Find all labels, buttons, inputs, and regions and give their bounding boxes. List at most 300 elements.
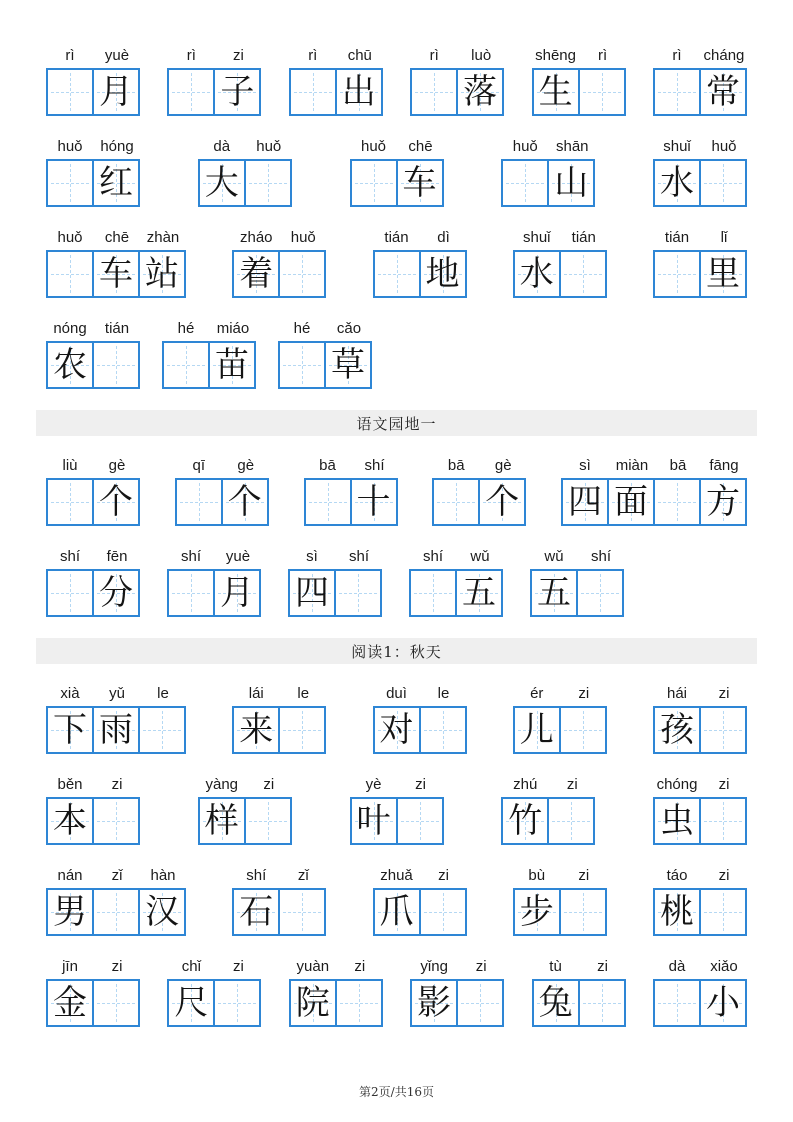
- word-group: [167, 547, 261, 617]
- cell-grid: [46, 68, 140, 116]
- cell-grid: [373, 706, 467, 754]
- character: 下: [53, 710, 87, 750]
- practice-cell: [46, 250, 94, 298]
- pinyin-row: [46, 547, 140, 567]
- practice-cell: [162, 341, 210, 389]
- practice-cell: [46, 68, 94, 116]
- character-cell: [350, 478, 398, 526]
- character: 分: [99, 573, 133, 613]
- practice-cell: [559, 250, 607, 298]
- pinyin-syllable: běn: [57, 776, 83, 793]
- pinyin-row: [167, 46, 261, 66]
- character-cell: [501, 797, 549, 845]
- practice-cell: [419, 888, 467, 936]
- pinyin-syllable: huǒ: [57, 229, 83, 246]
- pinyin-syllable: huǒ: [512, 138, 538, 155]
- character-cell: [92, 68, 140, 116]
- character: 个: [227, 482, 262, 522]
- cell-grid: [513, 250, 607, 298]
- pinyin-row: [532, 46, 626, 66]
- cell-grid: [513, 706, 607, 754]
- word-group: [513, 684, 607, 754]
- character-cell: [92, 250, 140, 298]
- character: 苗: [215, 345, 249, 385]
- pinyin-syllable: bā: [447, 457, 465, 474]
- practice-cell: [653, 979, 701, 1027]
- pinyin-syllable: zi: [354, 958, 366, 975]
- cell-grid: [350, 159, 444, 207]
- pinyin-syllable: liù: [62, 457, 78, 474]
- character: 四: [295, 573, 329, 613]
- practice-cell: [578, 68, 626, 116]
- practice-cell: [699, 797, 747, 845]
- pinyin-syllable: zi: [578, 685, 590, 702]
- pinyin-row: [373, 228, 467, 248]
- pinyin-syllable: fēn: [106, 548, 128, 565]
- word-group: [373, 228, 467, 298]
- character-cell: [221, 478, 269, 526]
- character-cell: [478, 478, 526, 526]
- word-group: [167, 46, 261, 116]
- character-cell: [289, 979, 337, 1027]
- word-row: [46, 547, 747, 617]
- pinyin-syllable: dì: [437, 229, 450, 246]
- word-group: [232, 866, 326, 936]
- practice-cell: [46, 159, 94, 207]
- word-row: [46, 46, 747, 116]
- pinyin-syllable: gè: [108, 457, 126, 474]
- cell-grid: [373, 888, 467, 936]
- cell-grid: [278, 341, 372, 389]
- character-cell: [232, 888, 280, 936]
- cell-grid: [46, 341, 140, 389]
- cell-grid: [46, 478, 140, 526]
- practice-cell: [373, 250, 421, 298]
- cell-grid: [162, 341, 256, 389]
- pinyin-row: [46, 456, 140, 476]
- pinyin-syllable: shí: [180, 548, 201, 565]
- character-cell: [410, 979, 458, 1027]
- pinyin-syllable: shuǐ: [663, 138, 691, 155]
- word-group: [410, 46, 504, 116]
- pinyin-syllable: rì: [308, 47, 318, 64]
- pinyin-row: [167, 547, 261, 567]
- character-cell: [419, 250, 467, 298]
- cell-grid: [532, 979, 626, 1027]
- character-cell: [653, 159, 701, 207]
- character-cell: [532, 68, 580, 116]
- cell-grid: [653, 706, 747, 754]
- pinyin-row: [513, 228, 607, 248]
- word-group: [653, 957, 747, 1027]
- pinyin-syllable: rì: [597, 47, 608, 64]
- pinyin-syllable: sì: [306, 548, 318, 565]
- character: 五: [537, 573, 571, 613]
- character-cell: [92, 706, 140, 754]
- cell-grid: [167, 979, 261, 1027]
- pinyin-row: [409, 547, 503, 567]
- pinyin-syllable: shí: [422, 548, 443, 565]
- cell-grid: [501, 797, 595, 845]
- pinyin-row: [432, 456, 526, 476]
- pinyin-syllable: táo: [666, 867, 688, 884]
- word-group: [46, 228, 186, 298]
- word-group: [289, 46, 383, 116]
- character: 子: [220, 72, 255, 112]
- word-group: [289, 957, 383, 1027]
- pinyin-row: [288, 547, 382, 567]
- pinyin-row: [410, 957, 504, 977]
- character: 出: [341, 72, 376, 112]
- character-cell: [138, 250, 186, 298]
- pinyin-syllable: ér: [530, 685, 544, 702]
- pinyin-syllable: tù: [549, 958, 562, 975]
- character: 院: [295, 983, 330, 1023]
- character: 草: [331, 345, 365, 385]
- practice-cell: [653, 68, 701, 116]
- pinyin-syllable: bā: [669, 457, 687, 474]
- character: 对: [379, 710, 414, 750]
- pinyin-syllable: chóng: [656, 776, 698, 793]
- cell-grid: [175, 478, 269, 526]
- character-cell: [288, 569, 336, 617]
- pinyin-syllable: tián: [664, 229, 690, 246]
- practice-cell: [167, 68, 215, 116]
- pinyin-syllable: le: [437, 685, 450, 702]
- pinyin-row: [198, 775, 292, 795]
- word-group: [432, 456, 526, 526]
- pinyin-syllable: zi: [415, 776, 426, 793]
- cell-grid: [350, 797, 444, 845]
- practice-cell: [213, 979, 261, 1027]
- character-cell: [46, 341, 94, 389]
- character: 面: [614, 482, 648, 522]
- character: 影: [417, 983, 452, 1023]
- practice-cell: [289, 68, 337, 116]
- practice-cell: [653, 478, 701, 526]
- character-cell: [455, 569, 503, 617]
- pinyin-row: [653, 137, 747, 157]
- character-cell: [46, 706, 94, 754]
- pinyin-syllable: zi: [232, 47, 244, 64]
- character-cell: [530, 569, 578, 617]
- pinyin-syllable: zhú: [513, 776, 538, 793]
- word-group: [653, 866, 747, 936]
- character: 叶: [356, 801, 391, 841]
- character: 孩: [660, 710, 694, 750]
- pinyin-row: [304, 456, 398, 476]
- character-cell: [513, 888, 561, 936]
- pinyin-syllable: zi: [111, 958, 123, 975]
- word-group: [232, 684, 326, 754]
- word-group: [175, 456, 269, 526]
- pinyin-row: [278, 319, 372, 339]
- character: 车: [99, 254, 133, 294]
- pinyin-syllable: zhàn: [146, 229, 180, 246]
- cell-grid: [198, 159, 292, 207]
- pinyin-syllable: hàn: [150, 867, 176, 884]
- cell-grid: [304, 478, 398, 526]
- word-group: [653, 46, 747, 116]
- pinyin-syllable: wǔ: [544, 548, 564, 565]
- practice-cell: [138, 706, 186, 754]
- pinyin-row: [46, 957, 140, 977]
- cell-grid: [46, 706, 186, 754]
- practice-cell: [419, 706, 467, 754]
- word-group: [409, 547, 503, 617]
- cell-grid: [46, 888, 186, 936]
- word-row: [46, 684, 747, 754]
- character: 地: [425, 254, 460, 294]
- word-group: [198, 137, 292, 207]
- pinyin-syllable: xiǎo: [710, 958, 738, 975]
- word-row: [46, 137, 747, 207]
- practice-cell: [699, 706, 747, 754]
- character-cell: [92, 159, 140, 207]
- pinyin-syllable: rì: [65, 47, 75, 64]
- word-group: [46, 456, 140, 526]
- pinyin-row: [162, 319, 256, 339]
- pinyin-syllable: zǐ: [297, 867, 309, 884]
- practice-cell: [335, 979, 383, 1027]
- character-cell: [699, 979, 747, 1027]
- pinyin-row: [46, 866, 186, 886]
- character-cell: [513, 706, 561, 754]
- word-group: [288, 547, 382, 617]
- character: 大: [204, 163, 239, 203]
- section-title: 阅读1：秋天: [351, 642, 442, 661]
- pinyin-syllable: qī: [192, 457, 205, 474]
- word-group: [46, 46, 140, 116]
- practice-cell: [92, 979, 140, 1027]
- pinyin-row: [410, 46, 504, 66]
- pinyin-syllable: rì: [186, 47, 196, 64]
- practice-cell: [547, 797, 595, 845]
- character: 竹: [508, 801, 543, 841]
- pinyin-row: [46, 775, 140, 795]
- character-cell: [138, 888, 186, 936]
- pinyin-row: [350, 775, 444, 795]
- practice-cell: [501, 159, 549, 207]
- word-group: [46, 547, 140, 617]
- pinyin-syllable: lǐ: [720, 229, 728, 246]
- word-group: [653, 684, 747, 754]
- cell-grid: [653, 68, 747, 116]
- word-group: [532, 46, 626, 116]
- pinyin-row: [373, 684, 467, 704]
- pinyin-syllable: yǐng: [420, 958, 448, 975]
- cell-grid: [232, 706, 326, 754]
- character-cell: [456, 68, 504, 116]
- pinyin-syllable: huǒ: [57, 138, 83, 155]
- pinyin-syllable: yǔ: [109, 685, 125, 702]
- pinyin-syllable: hé: [177, 320, 195, 337]
- word-group: [653, 775, 747, 845]
- practice-cell: [46, 478, 94, 526]
- cell-grid: [513, 888, 607, 936]
- practice-cell: [92, 888, 140, 936]
- section-header: [36, 638, 757, 664]
- practice-cell: [46, 569, 94, 617]
- practice-cell: [576, 569, 624, 617]
- word-group: [167, 957, 261, 1027]
- practice-cell: [278, 888, 326, 936]
- practice-cell: [699, 159, 747, 207]
- cell-grid: [232, 250, 326, 298]
- practice-cell: [334, 569, 382, 617]
- cell-grid: [410, 68, 504, 116]
- word-group: [513, 866, 607, 936]
- pinyin-syllable: shēng: [535, 47, 576, 64]
- practice-cell: [244, 797, 292, 845]
- pinyin-syllable: miàn: [615, 457, 649, 474]
- practice-cell: [167, 569, 215, 617]
- cell-grid: [232, 888, 326, 936]
- word-group: [373, 866, 467, 936]
- character-cell: [699, 250, 747, 298]
- section-title: 语文园地一: [356, 414, 437, 433]
- pinyin-syllable: chē: [408, 138, 433, 155]
- pinyin-syllable: gè: [237, 457, 255, 474]
- pinyin-syllable: zi: [111, 776, 123, 793]
- practice-cell: [175, 478, 223, 526]
- character-cell: [324, 341, 372, 389]
- pinyin-row: [653, 866, 747, 886]
- pinyin-syllable: shí: [590, 548, 611, 565]
- practice-cell: [409, 569, 457, 617]
- character: 五: [462, 573, 496, 613]
- character-cell: [46, 797, 94, 845]
- pinyin-syllable: zi: [597, 958, 608, 975]
- word-group: [46, 775, 140, 845]
- pinyin-syllable: huǒ: [290, 229, 316, 246]
- pinyin-syllable: nán: [57, 867, 83, 884]
- section-header: [36, 410, 757, 436]
- cell-grid: [653, 888, 747, 936]
- practice-cell: [559, 888, 607, 936]
- word-group: [162, 319, 256, 389]
- cell-grid: [410, 979, 504, 1027]
- word-row: [46, 775, 747, 845]
- word-group: [278, 319, 372, 389]
- practice-cell: [456, 979, 504, 1027]
- character: 生: [538, 72, 573, 112]
- pinyin-row: [46, 228, 186, 248]
- character: 样: [204, 801, 239, 841]
- character-cell: [46, 979, 94, 1027]
- character: 水: [660, 163, 694, 203]
- character-cell: [396, 159, 444, 207]
- pinyin-syllable: luò: [471, 47, 492, 64]
- pinyin-row: [167, 957, 261, 977]
- character-cell: [335, 68, 383, 116]
- pinyin-row: [232, 684, 326, 704]
- pinyin-syllable: huǒ: [360, 138, 387, 155]
- pinyin-syllable: zi: [475, 958, 487, 975]
- cell-grid: [46, 250, 186, 298]
- character-cell: [232, 706, 280, 754]
- character: 站: [145, 254, 179, 294]
- character-cell: [513, 250, 561, 298]
- practice-cell: [432, 478, 480, 526]
- character-cell: [198, 797, 246, 845]
- character: 石: [239, 892, 274, 932]
- page-number: 第2页/共16页: [359, 1085, 434, 1099]
- pinyin-row: [373, 866, 467, 886]
- pinyin-syllable: huǒ: [256, 138, 282, 155]
- pinyin-syllable: cháng: [703, 47, 745, 64]
- character-cell: [92, 478, 140, 526]
- practice-cell: [92, 341, 140, 389]
- pinyin-row: [46, 684, 186, 704]
- pinyin-syllable: rì: [672, 47, 682, 64]
- cell-grid: [532, 68, 626, 116]
- pinyin-syllable: zi: [232, 958, 244, 975]
- word-group: [46, 137, 140, 207]
- pinyin-row: [232, 866, 326, 886]
- character: 个: [485, 482, 520, 522]
- practice-cell: [396, 797, 444, 845]
- word-group: [350, 775, 444, 845]
- character: 尺: [174, 983, 209, 1023]
- character-cell: [561, 478, 609, 526]
- character-cell: [532, 979, 580, 1027]
- word-row: [46, 957, 747, 1027]
- cell-grid: [198, 797, 292, 845]
- pinyin-syllable: zhuǎ: [380, 867, 413, 884]
- pinyin-syllable: nóng: [53, 320, 87, 337]
- pinyin-syllable: zi: [566, 776, 578, 793]
- pinyin-row: [198, 137, 292, 157]
- pinyin-syllable: gè: [494, 457, 512, 474]
- pinyin-syllable: bā: [319, 457, 336, 474]
- pinyin-row: [653, 46, 747, 66]
- pinyin-syllable: chū: [347, 47, 372, 64]
- pinyin-syllable: duì: [386, 685, 407, 702]
- cell-grid: [289, 68, 383, 116]
- word-group: [198, 775, 292, 845]
- pinyin-syllable: yuàn: [296, 958, 330, 975]
- pinyin-syllable: hé: [293, 320, 311, 337]
- pinyin-row: [530, 547, 624, 567]
- practice-cell: [559, 706, 607, 754]
- pinyin-syllable: huǒ: [711, 138, 737, 155]
- pinyin-syllable: dà: [213, 138, 231, 155]
- character-cell: [232, 250, 280, 298]
- pinyin-syllable: shān: [555, 138, 589, 155]
- character: 爪: [379, 892, 414, 932]
- word-row: [46, 319, 747, 389]
- character-cell: [167, 979, 215, 1027]
- practice-cell: [278, 706, 326, 754]
- pinyin-row: [513, 684, 607, 704]
- practice-cell: [653, 250, 701, 298]
- pinyin-syllable: yè: [365, 776, 382, 793]
- word-group: [653, 228, 747, 298]
- pinyin-syllable: tián: [384, 229, 409, 246]
- practice-cell: [350, 159, 398, 207]
- word-group: [46, 866, 186, 936]
- cell-grid: [373, 250, 467, 298]
- pinyin-syllable: sì: [579, 457, 591, 474]
- word-group: [46, 319, 140, 389]
- word-group: [410, 957, 504, 1027]
- pinyin-syllable: le: [297, 685, 310, 702]
- character-cell: [198, 159, 246, 207]
- character: 男: [53, 892, 87, 932]
- character-cell: [547, 159, 595, 207]
- character: 本: [53, 801, 87, 841]
